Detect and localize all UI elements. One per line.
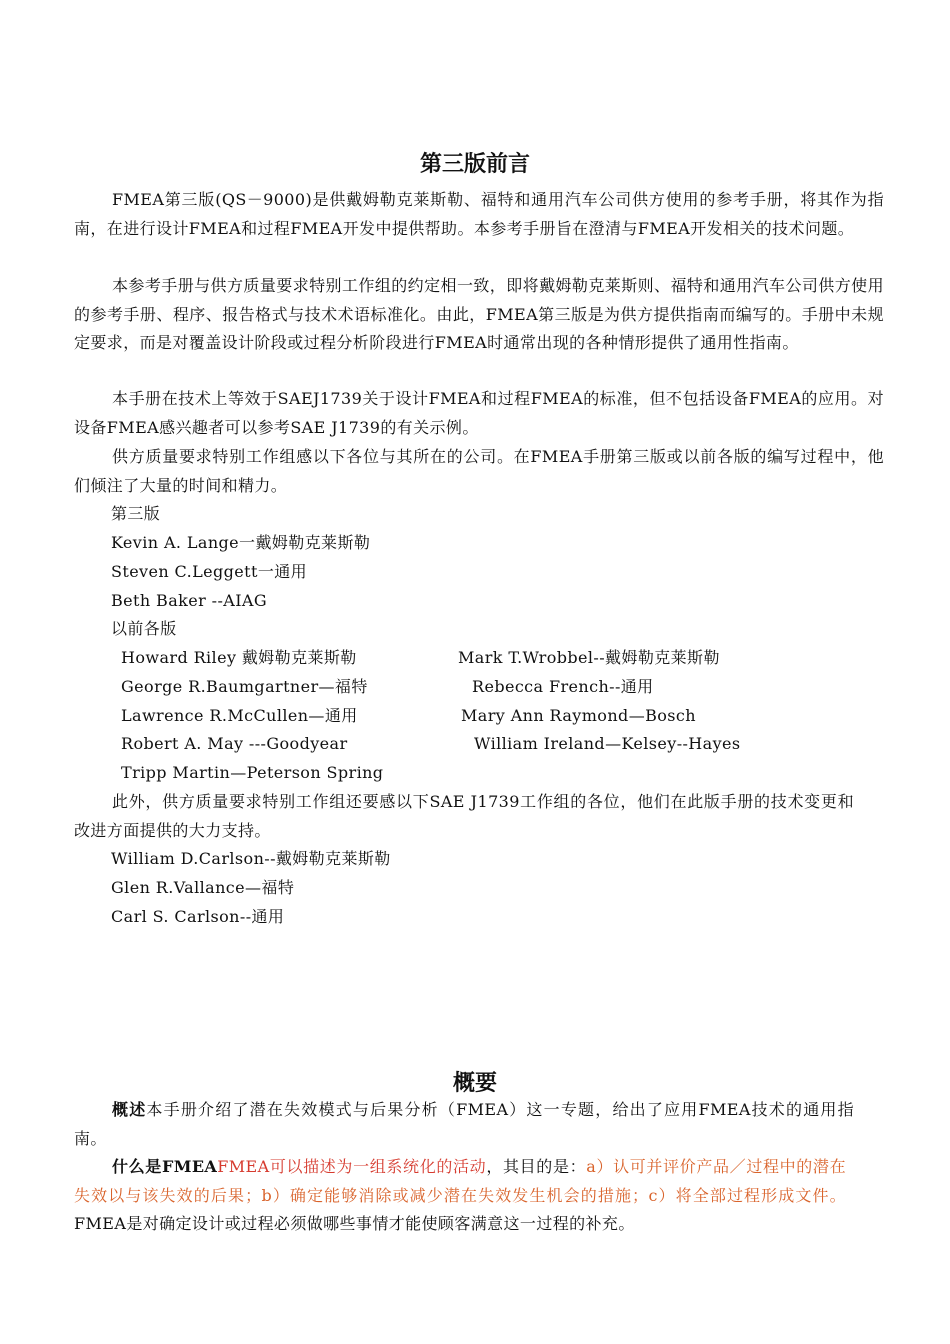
- contributor-name: George R.Baumgartner—福特: [121, 677, 368, 696]
- contributor-name: William Ireland—Kelsey--Hayes: [474, 734, 741, 753]
- contributor-name: Mary Ann Raymond—Bosch: [461, 706, 696, 725]
- fmea-definition-text: FMEA可以描述为一组系统化的活动: [217, 1157, 487, 1176]
- fmea-purpose-list: a）认可并评价产品／过程中的潜在失效以与该失效的后果；b）确定能够消除或减少潜在失效发生机会的措施；c）将全部过程形成文件。: [74, 1157, 846, 1205]
- contributor-name: Glen R.Vallance—福特: [111, 878, 295, 897]
- contributor-name: Lawrence R.McCullen—通用: [121, 706, 358, 725]
- contributor-name: Beth Baker --AIAG: [111, 591, 268, 610]
- preface-paragraph-4: 供方质量要求特别工作组感以下各位与其所在的公司。在FMEA手册第三版或以前各版的编写过程中，他们倾注了大量的时间和精力。: [74, 447, 884, 495]
- fmea-purpose-intro: ，其目的是：: [486, 1157, 587, 1176]
- summary-overview-paragraph: [74, 1096, 854, 1153]
- preface-paragraph-5: 此外，供方质量要求特别工作组还要感以下SAE J1739工作组的各位，他们在此版手册的技术变更和改进方面提供的大力支持。: [74, 792, 854, 840]
- contributor-name: Steven C.Leggett一通用: [111, 562, 308, 581]
- contributor-name: Tripp Martin—Peterson Spring: [121, 763, 384, 782]
- preface-paragraph-1: FMEA第三版(QS－9000)是供戴姆勒克莱斯勒、福特和通用汽车公司供方使用的参考手册，将其作为指南，在进行设计FMEA和过程FMEA开发中提供帮助。本参考手册旨在澄清与FMEA开发相关的技术问题。: [74, 190, 884, 238]
- overview-label: 概述: [112, 1100, 147, 1119]
- previous-editions-label: 以前各版: [111, 619, 177, 638]
- contributor-name: Kevin A. Lange一戴姆勒克莱斯勒: [111, 533, 371, 552]
- what-is-fmea-label: 什么是FMEA: [112, 1157, 218, 1176]
- preface-title: 第三版前言: [419, 152, 530, 177]
- fmea-complement-text: FMEA是对确定设计或过程必须做哪些事情才能使顾客满意这一过程的补充。: [74, 1214, 635, 1234]
- contributor-name: William D.Carlson--戴姆勒克莱斯勒: [111, 849, 391, 868]
- preface-paragraph-3: 本手册在技术上等效于SAEJ1739关于设计FMEA和过程FMEA的标准，但不包括设备FMEA的应用。对设备FMEA感兴趣者可以参考SAE J1739的有关示例。: [74, 389, 884, 437]
- contributor-name: Howard Riley 戴姆勒克莱斯勒: [121, 648, 357, 667]
- overview-text: 本手册介绍了潜在失效模式与后果分析（FMEA）这一专题，给出了应用FMEA技术的通用指南。: [74, 1100, 854, 1148]
- third-edition-label: 第三版: [111, 504, 161, 523]
- summary-what-paragraph: [74, 1153, 846, 1239]
- summary-title: 概要: [452, 1071, 497, 1096]
- preface-paragraph-2: 本参考手册与供方质量要求特别工作组的约定相一致，即将戴姆勒克莱斯则、福特和通用汽车公司供方使用的参考手册、程序、报告格式与技术术语标准化。由此，FMEA第三版是为供方提供指南而编写的。手册中未规定要求，而是对覆盖设计阶段或过程分析阶段进行FMEA时通常出现的各种情形提供了通用性指南。: [74, 276, 884, 353]
- contributor-name: Mark T.Wrobbel--戴姆勒克莱斯勒: [458, 648, 720, 667]
- contributor-name: Rebecca French--通用: [472, 677, 654, 696]
- contributor-name: Robert A. May ---Goodyear: [121, 734, 348, 753]
- contributor-name: Carl S. Carlson--通用: [111, 907, 285, 926]
